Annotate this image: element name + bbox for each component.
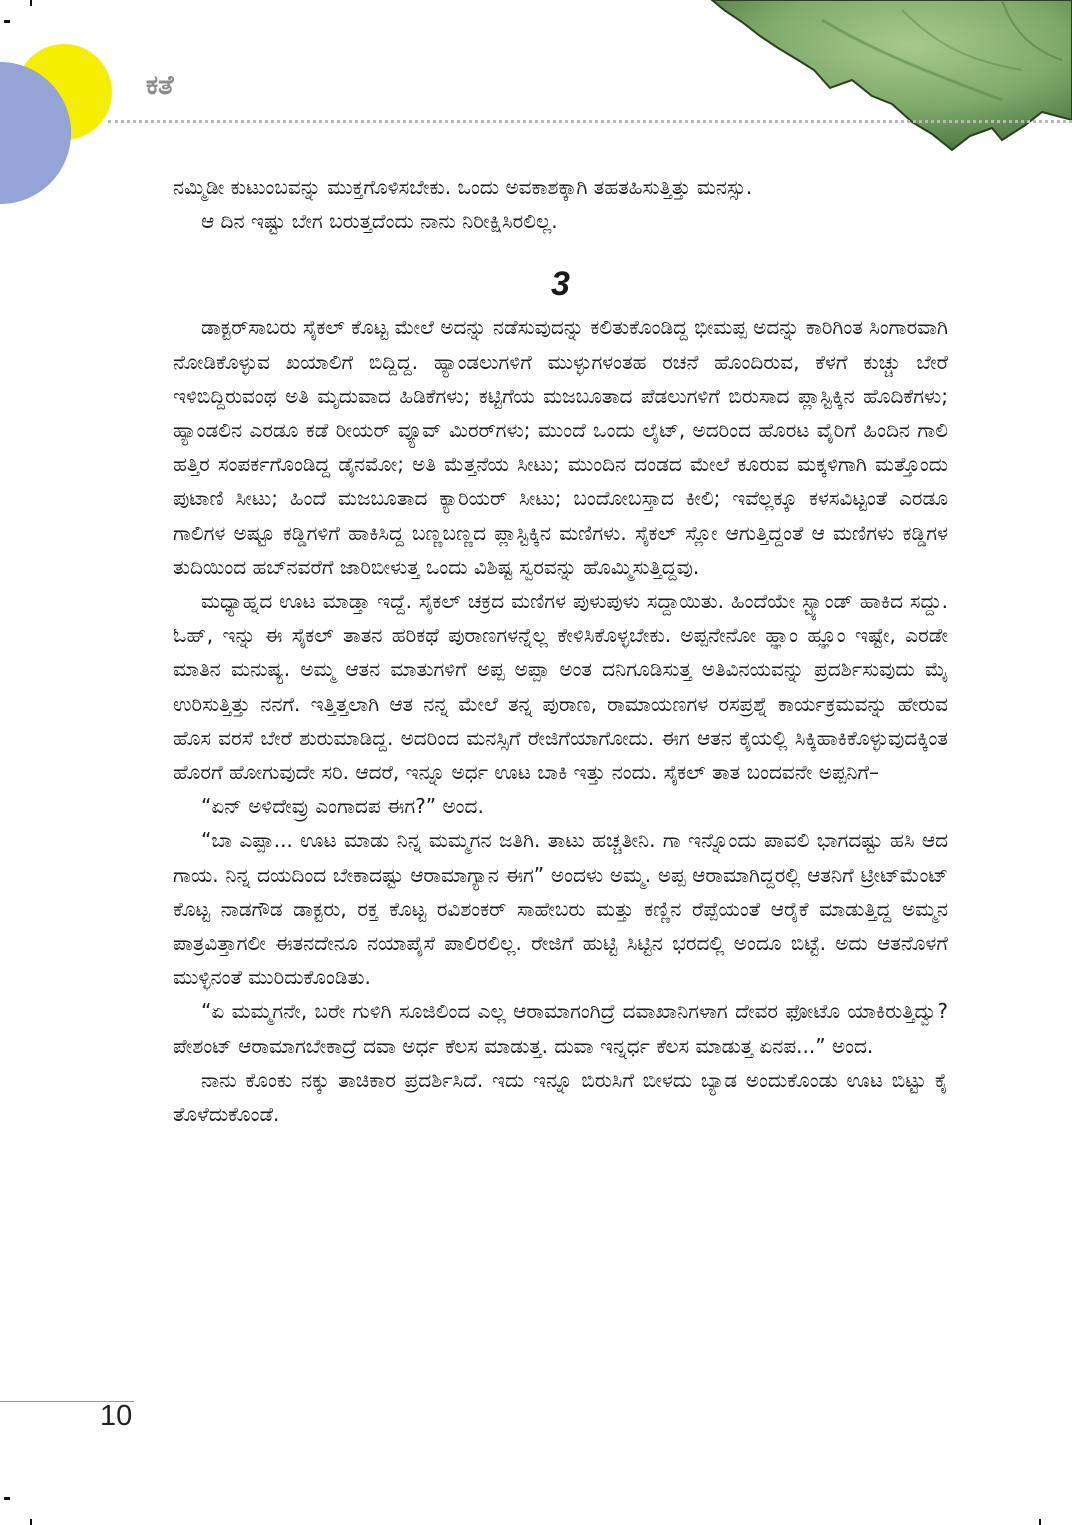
section-label: ಕತೆ — [146, 70, 174, 101]
crop-mark — [1039, 1519, 1041, 1525]
paragraph: ಮಧ್ಯಾಹ್ನದ ಊಟ ಮಾಡ್ತಾ ಇದ್ದೆ. ಸೈಕಲ್ ಚಕ್ರದ ಮಣಿಗಳ ಪುಳುಪುಳು ಸದ್ದಾಯಿತು. ಹಿಂದೆಯೇ ಸ್ಟ್ಯಾಂಡ್ ಹಾಕಿದ ಸದ್ದು. ಓಹ್, ಇನ್ನು ಈ ಸೈಕಲ್ ತಾತನ ಹರಿಕಥೆ ಪುರಾಣಗಳನ್ನೆಲ್ಲ ಕೇಳಿಸಿಕೊಳ್ಳಬೇಕು. ಅಪ್ಪನೇನೋ ಹ್ಞಾಂ ಹ್ಞೂಂ ಇಷ್ಟೇ, ಎರಡೇ ಮಾತಿನ ಮನುಷ್ಯ. ಅಮ್ಮ ಆತನ ಮಾತುಗಳಿಗೆ ಅಪ್ಪ ಅಪ್ಪಾ ಅಂತ ದನಿಗೂಡಿಸುತ್ತ ಅತಿವಿನಯವನ್ನು ಪ್ರದರ್ಶಿಸುವುದು ಮೈ ಉರಿಸುತ್ತಿತ್ತು ನನಗೆ. ಇತ್ತಿತ್ತಲಾಗಿ ಆತ ನನ್ನ ಮೇಲೆ ತನ್ನ ಪುರಾಣ, ರಾಮಾಯಣಗಳ ರಸಪ್ರಶ್ನೆ ಕಾರ್ಯಕ್ರಮವನ್ನು ಹೇರುವ ಹೊಸ ವರಸೆ ಬೇರೆ ಶುರುಮಾಡಿದ್ದ. ಅದರಿಂದ ಮನಸ್ಸಿಗೆ ರೇಜಿಗೆಯಾಗೋದು. ಈಗ ಆತನ ಕೈಯಲ್ಲಿ ಸಿಕ್ಕಿಹಾಕಿಕೊಳ್ಳುವುದಕ್ಕಿಂತ ಹೊರಗೆ ಹೋಗುವುದೇ ಸರಿ. ಆದರೆ, ಇನ್ನೂ ಅರ್ಧ ಊಟ ಬಾಕಿ ಇತ್ತು ನಂದು. ಸೈಕಲ್ ತಾತ ಬಂದವನೇ ಅಪ್ಪನಿಗೆ– — [173, 589, 948, 785]
chapter-number: 3 — [551, 265, 570, 304]
paragraph: “ಬಾ ಎಪ್ಪಾ... ಊಟ ಮಾಡು ನಿನ್ನ ಮಮ್ಮಗನ ಜತಿಗಿ. ತಾಟು ಹಚ್ಚತೀನಿ. ಗಾ ಇನ್ನೊಂದು ಪಾವಲಿ ಭಾಗದಷ್ಟು ಹಸಿ ಆದ ಗಾಯ. ನಿನ್ನ ದಯದಿಂದ ಬೇಕಾದಷ್ಟು ಆರಾಮಾಗ್ಯಾನ ಈಗ” ಅಂದಳು ಅಮ್ಮ. ಅಪ್ಪ ಆರಾಮಾಗಿದ್ದರಲ್ಲಿ ಆತನಿಗೆ ಟ್ರೀಟ್‌ಮೆಂಟ್ ಕೊಟ್ಟ ನಾಡಗೌಡ ಡಾಕ್ಟರು, ರಕ್ತ ಕೊಟ್ಟ ರವಿಶಂಕರ್ ಸಾಹೇಬರು ಮತ್ತು ಕಣ್ಣಿನ ರೆಪ್ಪೆಯಂತೆ ಆರೈಕೆ ಮಾಡುತ್ತಿದ್ದ ಅಮ್ಮನ ಪಾತ್ರವಿತ್ತಾಗಲೀ ಈತನದೇನೂ ನಯಾಪೈಸೆ ಪಾಲಿರಲಿಲ್ಲ. ರೇಜಿಗೆ ಹುಟ್ಟಿ ಸಿಟ್ಟಿನ ಭರದಲ್ಲಿ ಅಂದೂ ಬಿಟ್ಟೆ. ಅದು ಆತನೊಳಗೆ ಮುಳ್ಳಿನಂತೆ ಮುರಿದುಕೊಂಡಿತು. — [173, 828, 948, 990]
paragraph: ನಮ್ಮಿಡೀ ಕುಟುಂಬವನ್ನು ಮುಕ್ತಗೊಳಿಸಬೇಕು. ಒಂದು ಅವಕಾಶಕ್ಕಾಗಿ ತಹತಹಿಸುತ್ತಿತ್ತು ಮನಸ್ಸು. — [173, 175, 753, 199]
leaf-illustration — [702, 0, 1072, 160]
header-dotted-rule — [108, 120, 1072, 123]
paragraph: ಆ ದಿನ ಇಷ್ಟು ಬೇಗ ಬರುತ್ತದೆಂದು ನಾನು ನಿರೀಕ್ಷಿಸಿರಲಿಲ್ಲ. — [201, 209, 558, 234]
page-number: 10 — [100, 1400, 133, 1432]
article-body — [173, 170, 948, 1131]
paragraph: ಡಾಕ್ಟರ್‌ಸಾಬರು ಸೈಕಲ್ ಕೊಟ್ಟ ಮೇಲೆ ಅದನ್ನು ನಡೆಸುವುದನ್ನು ಕಲಿತುಕೊಂಡಿದ್ದ ಭೀಮಪ್ಪ ಅದನ್ನು ಕಾರಿಗಿಂತ ಸಿಂಗಾರವಾಗಿ ನೋಡಿಕೊಳ್ಳುವ ಖಯಾಲಿಗೆ ಬಿದ್ದಿದ್ದ. ಹ್ಯಾಂಡಲುಗಳಿಗೆ ಮುಳ್ಳುಗಳಂತಹ ರಚನೆ ಹೊಂದಿರುವ, ಕೆಳಗೆ ಕುಚ್ಚು ಬೇರೆ ಇಳಿಬಿದ್ದಿರುವಂಥ ಅತಿ ಮೃದುವಾದ ಹಿಡಿಕೆಗಳು; ಕಟ್ಟಿಗೆಯ ಮಜಬೂತಾದ ಪೆಡಲುಗಳಿಗೆ ಬಿರುಸಾದ ಪ್ಲಾಸ್ಟಿಕ್ಕಿನ ಹೊದಿಕೆಗಳು; ಹ್ಯಾಂಡಲಿನ ಎರಡೂ ಕಡೆ ರೀಯರ್ ವ್ಯೂವ್ ಮಿರರ್‌ಗಳು; ಮುಂದೆ ಒಂದು ಲೈಟ್, ಅದರಿಂದ ಹೊರಟ ವೈರಿಗೆ ಹಿಂದಿನ ಗಾಲಿ ಹತ್ತಿರ ಸಂಪರ್ಕಗೊಂಡಿದ್ದ ಡೈನಮೋ; ಅತಿ ಮೆತ್ತನೆಯ ಸೀಟು; ಮುಂದಿನ ದಂಡದ ಮೇಲೆ ಕೂರುವ ಮಕ್ಕಳಿಗಾಗಿ ಮತ್ತೊಂದು ಪುಟಾಣಿ ಸೀಟು; ಹಿಂದೆ ಮಜಬೂತಾದ ಕ್ಯಾರಿಯರ್ ಸೀಟು; ಬಂದೋಬಸ್ತಾದ ಕೀಲಿ; ಇವೆಲ್ಲಕ್ಕೂ ಕಳಸವಿಟ್ಟಂತೆ ಎರಡೂ ಗಾಲಿಗಳ ಅಷ್ಟೂ ಕಡ್ಡಿಗಳಿಗೆ ಹಾಕಿಸಿದ್ದ ಬಣ್ಣಬಣ್ಣದ ಪ್ಲಾಸ್ಟಿಕ್ಕಿನ ಮಣಿಗಳು. ಸೈಕಲ್ ಸ್ಲೋ ಆಗುತ್ತಿದ್ದಂತೆ ಆ ಮಣಿಗಳು ಕಡ್ಡಿಗಳ ತುದಿಯಿಂದ ಹಬ್‌ನವರೆಗೆ ಜಾರಿಬೀಳುತ್ತ ಒಂದು ವಿಶಿಷ್ಟ ಸ್ವರವನ್ನು ಹೊಮ್ಮಿಸುತ್ತಿದ್ದವು. — [173, 315, 948, 579]
crop-mark — [4, 1497, 10, 1500]
crop-mark — [30, 0, 32, 6]
crop-mark — [30, 1519, 32, 1525]
crop-mark — [4, 20, 10, 23]
paragraph: ನಾನು ಕೊಂಕು ನಕ್ಕು ತಾಚಿಕಾರ ಪ್ರದರ್ಶಿಸಿದೆ. ಇದು ಇನ್ನೂ ಬಿರುಸಿಗೆ ಬೀಳದು ಬ್ಯಾಡ ಅಂದುಕೊಂಡು ಊಟ ಬಿಟ್ಟು ಕೈ ತೊಳೆದುಕೊಂಡೆ. — [173, 1067, 948, 1127]
decorative-circles — [0, 0, 130, 210]
paragraph: “ಏನ್ ಅಳಿದೇವ್ರು ಎಂಗಾದಪ ಈಗ?” ಅಂದ. — [201, 794, 484, 819]
paragraph: “ಏ ಮಮ್ಮಗನೇ, ಬರೇ ಗುಳಿಗಿ ಸೂಜಿಲಿಂದ ಎಲ್ಲ ಆರಾಮಾಗಂಗಿದ್ರೆ ದವಾಖಾನಿಗಳಾಗ ದೇವರ ಫೋಟೊ ಯಾಕಿರುತ್ತಿದ್ವು? ಪೇಶಂಟ್ ಆರಾಮಾಗಬೇಕಾದ್ರೆ ದವಾ ಅರ್ಧ ಕೆಲಸ ಮಾಡುತ್ತ. ದುವಾ ಇನ್ನರ್ಧ ಕೆಲಸ ಮಾಡುತ್ತ ಏನಪ...” ಅಂದ. — [173, 999, 948, 1058]
